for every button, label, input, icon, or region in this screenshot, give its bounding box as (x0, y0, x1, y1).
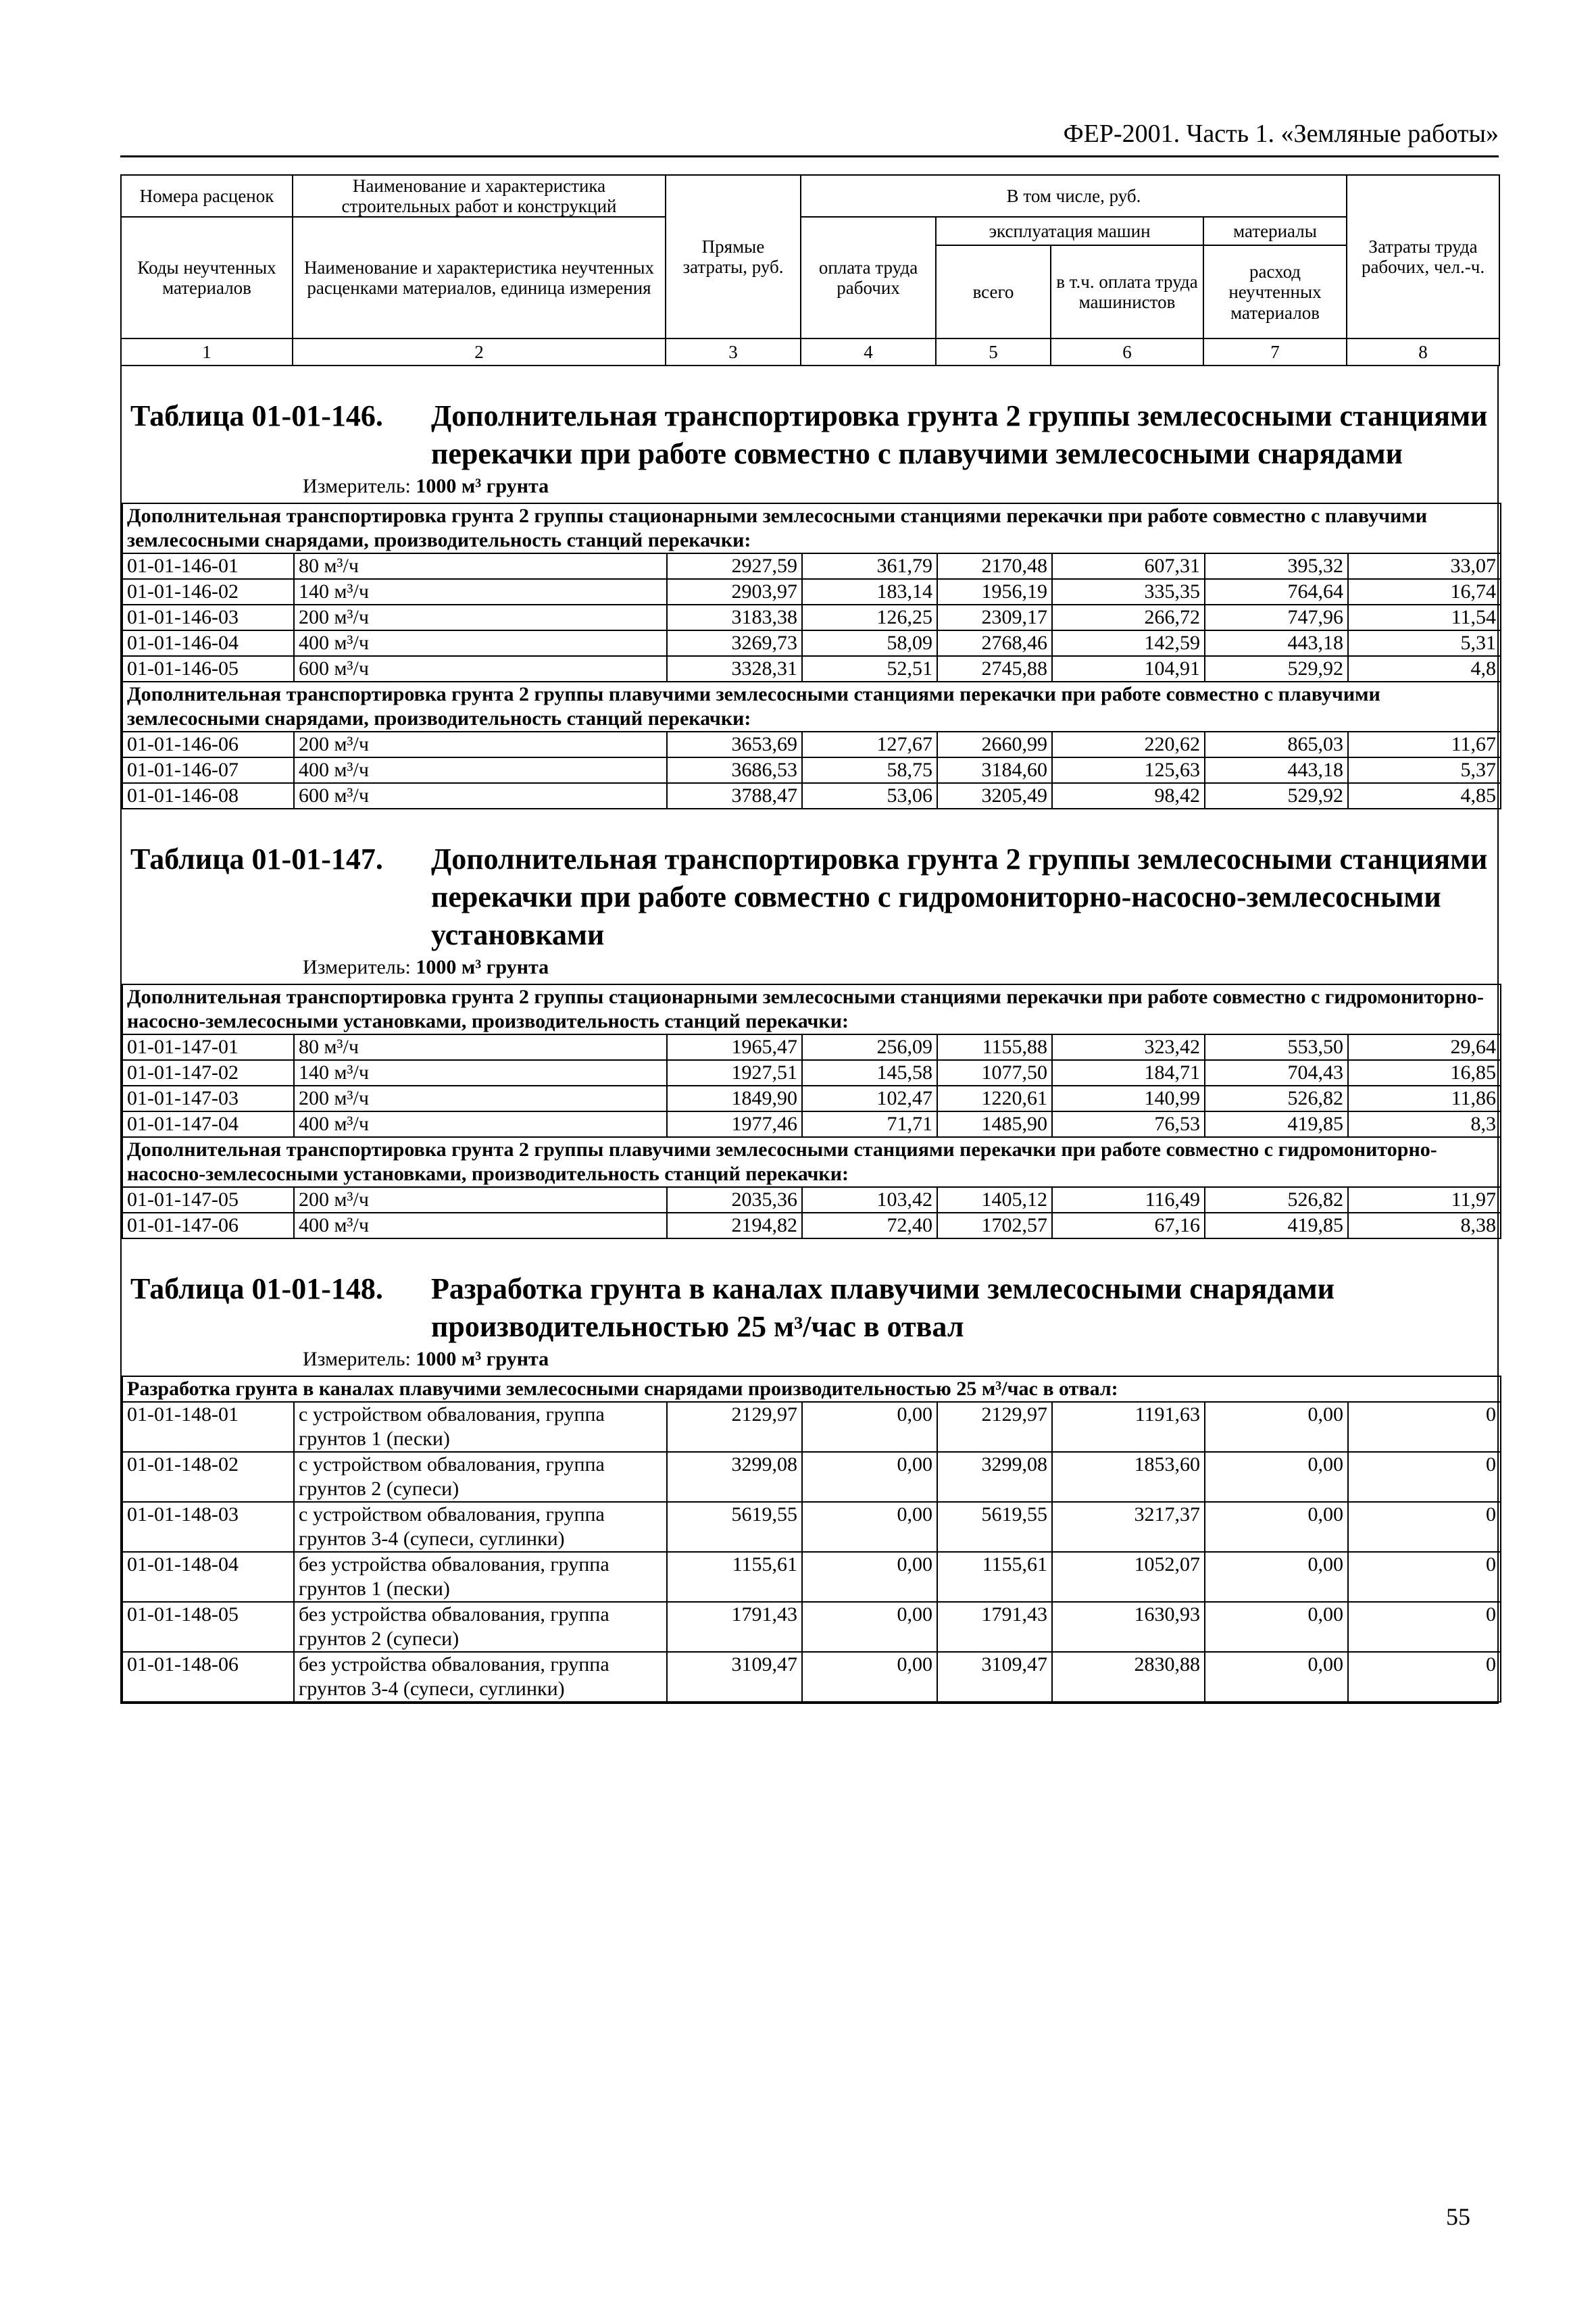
rate-description-cell: 140 м³/ч (294, 579, 667, 605)
meter-value: 1000 м³ грунта (416, 475, 549, 498)
materials-unaccounted-cell: 764,64 (1205, 579, 1348, 605)
table-row (122, 553, 1501, 579)
rate-code-cell: 01-01-146-05 (122, 656, 294, 682)
labor-pay-cell: 0,00 (802, 1552, 937, 1602)
machines-operators-cell: 76,53 (1052, 1111, 1205, 1137)
machines-total-cell: 3184,60 (937, 757, 1052, 783)
materials-unaccounted-cell: 395,32 (1205, 553, 1348, 579)
labor-pay-cell: 126,25 (802, 605, 937, 630)
machines-total-cell: 1791,43 (937, 1602, 1052, 1652)
materials-unaccounted-cell: 0,00 (1205, 1452, 1348, 1502)
rate-description-cell: 200 м³/ч (294, 732, 667, 757)
header-machines-operators: в т.ч. оплата труда машинистов (1051, 245, 1203, 338)
machines-total-cell: 1155,88 (937, 1034, 1052, 1060)
machines-operators-cell: 67,16 (1052, 1213, 1205, 1238)
group-caption: Дополнительная транспортировка грунта 2 группы стационарными землесосными станциями перекачки при работе совместно с плавучими землесосными снарядами, производительность станций перекачки: (122, 503, 1501, 553)
labor-pay-cell: 103,42 (802, 1187, 937, 1213)
group-caption: Разработка грунта в каналах плавучими землесосными снарядами производительностью 25 м³/час в отвал: (122, 1376, 1501, 1402)
labor-pay-cell: 127,67 (802, 732, 937, 757)
header-direct-costs: Прямые затраты, руб. (666, 175, 801, 338)
header-material-codes: Коды неучтенных материалов (121, 217, 293, 338)
table-row (122, 1187, 1501, 1213)
labor-pay-cell: 183,14 (802, 579, 937, 605)
table-row (122, 1213, 1501, 1238)
rate-description-cell: 200 м³/ч (294, 605, 667, 630)
machines-operators-cell: 104,91 (1052, 656, 1205, 682)
labor-hours-cell: 16,74 (1348, 579, 1501, 605)
machines-total-cell: 2309,17 (937, 605, 1052, 630)
table-name: Дополнительная транспортировка грунта 2 группы землесосными станциями перекачки при работе совместно с гидромониторно-насосно-землесосными установками (431, 842, 1488, 952)
table-row (122, 1111, 1501, 1137)
labor-pay-cell: 0,00 (802, 1452, 937, 1502)
rate-code-cell: 01-01-147-01 (122, 1034, 294, 1060)
rates-table (122, 1376, 1501, 1703)
labor-hours-cell: 5,31 (1348, 630, 1501, 656)
machines-total-cell: 1956,19 (937, 579, 1052, 605)
header-machines: эксплуатация машин (936, 217, 1203, 245)
labor-pay-cell: 58,09 (802, 630, 937, 656)
machines-operators-cell: 98,42 (1052, 783, 1205, 809)
machines-operators-cell: 1853,60 (1052, 1452, 1205, 1502)
rate-code-cell: 01-01-148-03 (122, 1502, 294, 1552)
direct-costs-cell: 3328,31 (667, 656, 802, 682)
labor-pay-cell: 0,00 (802, 1652, 937, 1702)
direct-costs-cell: 2194,82 (667, 1213, 802, 1238)
materials-unaccounted-cell: 526,82 (1205, 1086, 1348, 1111)
rates-table (122, 984, 1501, 1239)
table-meter (303, 1346, 1497, 1376)
rate-description-cell: без устройства обвалования, группа грунтов 3-4 (супеси, суглинки) (294, 1652, 667, 1702)
table-row (122, 1452, 1501, 1502)
rate-description-cell: 140 м³/ч (294, 1060, 667, 1086)
column-header-table (120, 174, 1500, 366)
labor-pay-cell: 256,09 (802, 1034, 937, 1060)
labor-pay-cell: 72,40 (802, 1213, 937, 1238)
materials-unaccounted-cell: 443,18 (1205, 757, 1348, 783)
rate-description-cell: 200 м³/ч (294, 1187, 667, 1213)
machines-total-cell: 1485,90 (937, 1111, 1052, 1137)
table-row (122, 1552, 1501, 1602)
rate-description-cell: без устройства обвалования, группа грунтов 1 (пески) (294, 1552, 667, 1602)
direct-costs-cell: 2927,59 (667, 553, 802, 579)
direct-costs-cell: 1155,61 (667, 1552, 802, 1602)
table-title (122, 1270, 1497, 1346)
rate-description-cell: 80 м³/ч (294, 1034, 667, 1060)
machines-operators-cell: 2830,88 (1052, 1652, 1205, 1702)
labor-pay-cell: 53,06 (802, 783, 937, 809)
header-machines-total: всего (936, 245, 1051, 338)
machines-operators-cell: 142,59 (1052, 630, 1205, 656)
materials-unaccounted-cell: 529,92 (1205, 656, 1348, 682)
rate-code-cell: 01-01-147-03 (122, 1086, 294, 1111)
machines-total-cell: 3109,47 (937, 1652, 1052, 1702)
machines-operators-cell: 335,35 (1052, 579, 1205, 605)
table-row (122, 1502, 1501, 1552)
rate-code-cell: 01-01-146-04 (122, 630, 294, 656)
materials-unaccounted-cell: 0,00 (1205, 1402, 1348, 1452)
table-meter (303, 473, 1497, 503)
rate-code-cell: 01-01-146-06 (122, 732, 294, 757)
direct-costs-cell: 2035,36 (667, 1187, 802, 1213)
rate-code-cell: 01-01-146-03 (122, 605, 294, 630)
header-materials: материалы (1203, 217, 1347, 245)
labor-hours-cell: 0 (1348, 1402, 1501, 1452)
table-section (120, 1239, 1499, 1704)
direct-costs-cell: 3653,69 (667, 732, 802, 757)
rate-description-cell: 80 м³/ч (294, 553, 667, 579)
col-number-5: 5 (936, 338, 1051, 366)
labor-hours-cell: 11,97 (1348, 1187, 1501, 1213)
direct-costs-cell: 3299,08 (667, 1452, 802, 1502)
machines-operators-cell: 323,42 (1052, 1034, 1205, 1060)
table-row (122, 783, 1501, 809)
table-row (122, 732, 1501, 757)
direct-costs-cell: 2129,97 (667, 1402, 802, 1452)
col-number-8: 8 (1347, 338, 1499, 366)
rate-code-cell: 01-01-148-05 (122, 1602, 294, 1652)
materials-unaccounted-cell: 704,43 (1205, 1060, 1348, 1086)
labor-hours-cell: 8,38 (1348, 1213, 1501, 1238)
machines-operators-cell: 220,62 (1052, 732, 1205, 757)
machines-total-cell: 2170,48 (937, 553, 1052, 579)
table-section (120, 809, 1499, 1239)
table-row (122, 656, 1501, 682)
machines-operators-cell: 607,31 (1052, 553, 1205, 579)
labor-hours-cell: 0 (1348, 1552, 1501, 1602)
table-row (122, 630, 1501, 656)
machines-operators-cell: 140,99 (1052, 1086, 1205, 1111)
machines-operators-cell: 1052,07 (1052, 1552, 1205, 1602)
machines-operators-cell: 116,49 (1052, 1187, 1205, 1213)
materials-unaccounted-cell: 553,50 (1205, 1034, 1348, 1060)
header-labor-cost: Затраты труда рабочих, чел.-ч. (1347, 175, 1499, 338)
table-row (122, 1086, 1501, 1111)
rate-code-cell: 01-01-148-04 (122, 1552, 294, 1602)
direct-costs-cell: 3183,38 (667, 605, 802, 630)
table-title (122, 397, 1497, 473)
rate-description-cell: с устройством обвалования, группа грунтов 1 (пески) (294, 1402, 667, 1452)
labor-hours-cell: 0 (1348, 1452, 1501, 1502)
rates-table (122, 503, 1501, 809)
table-row (122, 1402, 1501, 1452)
materials-unaccounted-cell: 419,85 (1205, 1111, 1348, 1137)
direct-costs-cell: 1977,46 (667, 1111, 802, 1137)
machines-total-cell: 2745,88 (937, 656, 1052, 682)
rate-description-cell: с устройством обвалования, группа грунтов 2 (супеси) (294, 1452, 667, 1502)
labor-hours-cell: 5,37 (1348, 757, 1501, 783)
rate-code-cell: 01-01-147-05 (122, 1187, 294, 1213)
rate-description-cell: без устройства обвалования, группа грунтов 2 (супеси) (294, 1602, 667, 1652)
labor-pay-cell: 145,58 (802, 1060, 937, 1086)
labor-hours-cell: 0 (1348, 1602, 1501, 1652)
direct-costs-cell: 3109,47 (667, 1652, 802, 1702)
direct-costs-cell: 1849,90 (667, 1086, 802, 1111)
machines-total-cell: 1405,12 (937, 1187, 1052, 1213)
rate-code-cell: 01-01-146-08 (122, 783, 294, 809)
labor-pay-cell: 71,71 (802, 1111, 937, 1137)
materials-unaccounted-cell: 747,96 (1205, 605, 1348, 630)
rate-description-cell: с устройством обвалования, группа грунтов 3-4 (супеси, суглинки) (294, 1502, 667, 1552)
header-materials-unaccounted: расход неучтенных материалов (1203, 245, 1347, 338)
labor-pay-cell: 0,00 (802, 1602, 937, 1652)
labor-pay-cell: 58,75 (802, 757, 937, 783)
machines-total-cell: 5619,55 (937, 1502, 1052, 1552)
direct-costs-cell: 3686,53 (667, 757, 802, 783)
rate-description-cell: 400 м³/ч (294, 1213, 667, 1238)
labor-hours-cell: 4,8 (1348, 656, 1501, 682)
table-section (120, 366, 1499, 809)
machines-operators-cell: 125,63 (1052, 757, 1205, 783)
col-number-6: 6 (1051, 338, 1203, 366)
header-material-name: Наименование и характеристика неучтенных расценками материалов, единица измерения (293, 217, 666, 338)
direct-costs-cell: 2903,97 (667, 579, 802, 605)
table-row (122, 1652, 1501, 1702)
table-title (122, 840, 1497, 954)
table-number: Таблица 01-01-146. (130, 399, 383, 433)
labor-hours-cell: 11,86 (1348, 1086, 1501, 1111)
direct-costs-cell: 1965,47 (667, 1034, 802, 1060)
col-number-1: 1 (121, 338, 293, 366)
machines-operators-cell: 184,71 (1052, 1060, 1205, 1086)
rate-description-cell: 200 м³/ч (294, 1086, 667, 1111)
rate-description-cell: 400 м³/ч (294, 1111, 667, 1137)
table-row (122, 757, 1501, 783)
document-body (120, 174, 1499, 1704)
machines-operators-cell: 1630,93 (1052, 1602, 1205, 1652)
machines-operators-cell: 3217,37 (1052, 1502, 1205, 1552)
materials-unaccounted-cell: 526,82 (1205, 1187, 1348, 1213)
rate-code-cell: 01-01-146-02 (122, 579, 294, 605)
meter-value: 1000 м³ грунта (416, 1348, 549, 1371)
meter-value: 1000 м³ грунта (416, 956, 549, 979)
table-row (122, 1602, 1501, 1652)
machines-total-cell: 2768,46 (937, 630, 1052, 656)
page-number: 55 (1446, 2203, 1470, 2230)
rate-code-cell: 01-01-148-06 (122, 1652, 294, 1702)
table-row (122, 1034, 1501, 1060)
machines-operators-cell: 266,72 (1052, 605, 1205, 630)
machines-total-cell: 1220,61 (937, 1086, 1052, 1111)
labor-pay-cell: 361,79 (802, 553, 937, 579)
labor-hours-cell: 11,54 (1348, 605, 1501, 630)
rate-description-cell: 600 м³/ч (294, 783, 667, 809)
labor-hours-cell: 11,67 (1348, 732, 1501, 757)
machines-total-cell: 1155,61 (937, 1552, 1052, 1602)
labor-hours-cell: 33,07 (1348, 553, 1501, 579)
machines-total-cell: 2129,97 (937, 1402, 1052, 1452)
rate-code-cell: 01-01-148-02 (122, 1452, 294, 1502)
labor-hours-cell: 29,64 (1348, 1034, 1501, 1060)
col-number-7: 7 (1203, 338, 1347, 366)
meter-label: Измеритель: (303, 1348, 411, 1371)
materials-unaccounted-cell: 0,00 (1205, 1602, 1348, 1652)
group-caption: Дополнительная транспортировка грунта 2 группы плавучими землесосными станциями перекачки при работе совместно с гидромониторно-насосно-землесосными установками, производительность станций перекачки: (122, 1137, 1501, 1187)
table-name: Дополнительная транспортировка грунта 2 группы землесосными станциями перекачки при работе совместно с плавучими землесосными снарядами (431, 399, 1488, 471)
rate-code-cell: 01-01-147-04 (122, 1111, 294, 1137)
header-work-name: Наименование и характеристика строительных работ и конструкций (293, 175, 666, 217)
table-row (122, 579, 1501, 605)
group-caption: Дополнительная транспортировка грунта 2 группы стационарными землесосными станциями перекачки при работе совместно с гидромониторно-насосно-землесосными установками, производительность станций перекачки: (122, 984, 1501, 1034)
machines-operators-cell: 1191,63 (1052, 1402, 1205, 1452)
rate-code-cell: 01-01-148-01 (122, 1402, 294, 1452)
col-number-4: 4 (801, 338, 936, 366)
materials-unaccounted-cell: 529,92 (1205, 783, 1348, 809)
materials-unaccounted-cell: 0,00 (1205, 1552, 1348, 1602)
labor-pay-cell: 0,00 (802, 1502, 937, 1552)
machines-total-cell: 2660,99 (937, 732, 1052, 757)
table-name: Разработка грунта в каналах плавучими землесосными снарядами производительностью 25 м³/час в отвал (431, 1272, 1335, 1344)
rate-code-cell: 01-01-146-07 (122, 757, 294, 783)
labor-hours-cell: 0 (1348, 1502, 1501, 1552)
rate-description-cell: 400 м³/ч (294, 630, 667, 656)
direct-costs-cell: 1927,51 (667, 1060, 802, 1086)
materials-unaccounted-cell: 443,18 (1205, 630, 1348, 656)
col-number-2: 2 (293, 338, 666, 366)
materials-unaccounted-cell: 0,00 (1205, 1652, 1348, 1702)
materials-unaccounted-cell: 419,85 (1205, 1213, 1348, 1238)
table-meter (303, 954, 1497, 984)
group-caption: Дополнительная транспортировка грунта 2 группы плавучими землесосными станциями перекачки при работе совместно с плавучими землесосными снарядами, производительность станций перекачки: (122, 682, 1501, 732)
running-title: ФЕР-2001. Часть 1. «Земляные работы» (120, 119, 1499, 157)
direct-costs-cell: 3269,73 (667, 630, 802, 656)
table-number: Таблица 01-01-147. (130, 842, 383, 876)
rate-code-cell: 01-01-147-02 (122, 1060, 294, 1086)
rate-description-cell: 400 м³/ч (294, 757, 667, 783)
meter-label: Измеритель: (303, 475, 411, 498)
col-number-3: 3 (666, 338, 801, 366)
rate-description-cell: 600 м³/ч (294, 656, 667, 682)
machines-total-cell: 3205,49 (937, 783, 1052, 809)
direct-costs-cell: 3788,47 (667, 783, 802, 809)
table-row (122, 1060, 1501, 1086)
machines-total-cell: 1077,50 (937, 1060, 1052, 1086)
materials-unaccounted-cell: 0,00 (1205, 1502, 1348, 1552)
header-including: В том числе, руб. (801, 175, 1347, 217)
labor-pay-cell: 52,51 (802, 656, 937, 682)
labor-hours-cell: 8,3 (1348, 1111, 1501, 1137)
labor-hours-cell: 4,85 (1348, 783, 1501, 809)
labor-hours-cell: 16,85 (1348, 1060, 1501, 1086)
header-labor-pay: оплата труда рабочих (801, 217, 936, 338)
materials-unaccounted-cell: 865,03 (1205, 732, 1348, 757)
table-row (122, 605, 1501, 630)
labor-pay-cell: 102,47 (802, 1086, 937, 1111)
labor-pay-cell: 0,00 (802, 1402, 937, 1452)
machines-total-cell: 1702,57 (937, 1213, 1052, 1238)
direct-costs-cell: 1791,43 (667, 1602, 802, 1652)
rate-code-cell: 01-01-146-01 (122, 553, 294, 579)
rate-code-cell: 01-01-147-06 (122, 1213, 294, 1238)
table-number: Таблица 01-01-148. (130, 1272, 383, 1306)
labor-hours-cell: 0 (1348, 1652, 1501, 1702)
machines-total-cell: 3299,08 (937, 1452, 1052, 1502)
direct-costs-cell: 5619,55 (667, 1502, 802, 1552)
header-rate-number: Номера расценок (121, 175, 293, 217)
meter-label: Измеритель: (303, 956, 411, 979)
